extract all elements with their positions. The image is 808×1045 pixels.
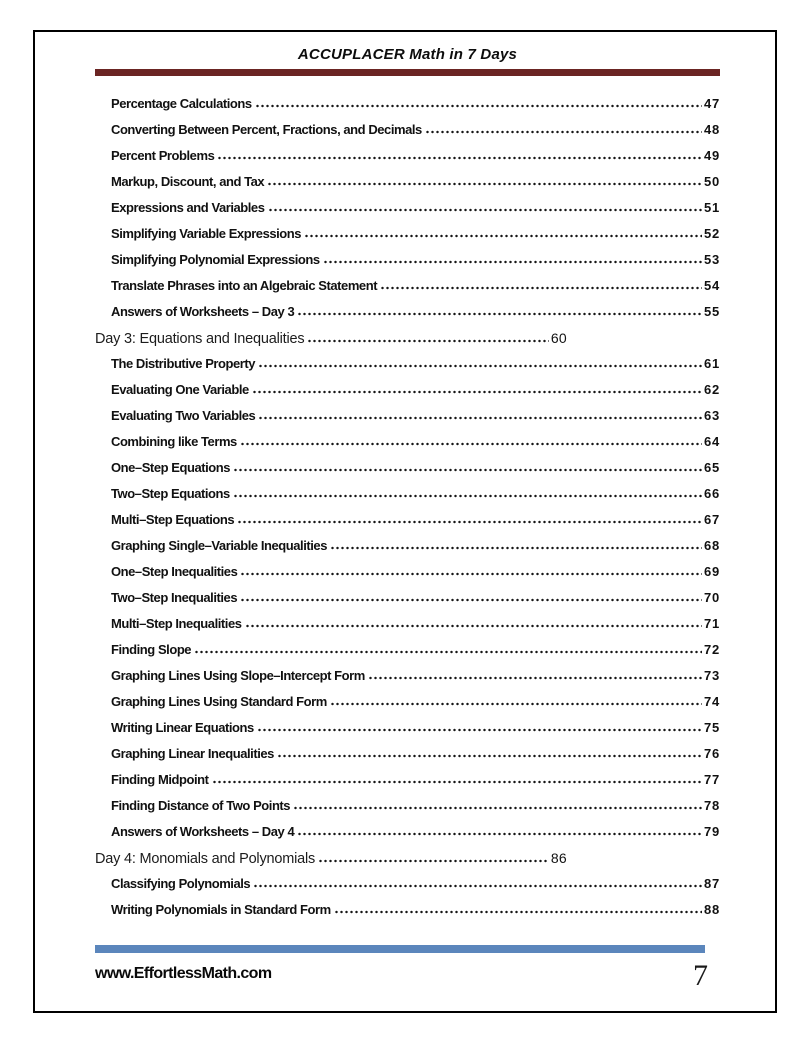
toc-entry-label: Writing Linear Equations xyxy=(111,720,254,735)
toc-leader-dots xyxy=(240,572,702,576)
book-page xyxy=(33,30,777,1013)
toc-entry-page: 60 xyxy=(550,330,567,346)
toc-entry xyxy=(95,91,720,117)
toc-entry-page: 88 xyxy=(703,902,720,917)
toc-entry-page: 87 xyxy=(703,876,720,891)
toc-leader-dots xyxy=(297,832,702,836)
toc-entry-page: 72 xyxy=(703,642,720,657)
toc-entry-label: Graphing Linear Inequalities xyxy=(111,746,274,761)
toc-entry-label: Combining like Terms xyxy=(111,434,237,449)
toc-entry-page: 77 xyxy=(703,772,720,787)
toc-leader-dots xyxy=(304,234,702,238)
toc-entry xyxy=(95,455,720,481)
toc-entry-page: 86 xyxy=(550,850,567,866)
toc-entry xyxy=(95,663,720,689)
toc-entry xyxy=(95,169,720,195)
toc-entry xyxy=(95,273,720,299)
toc-entry xyxy=(95,559,720,585)
toc-entry-label: Classifying Polynomials xyxy=(111,876,251,891)
toc-leader-dots xyxy=(233,494,702,498)
toc-leader-dots xyxy=(253,884,702,888)
toc-entry-page: 74 xyxy=(703,694,720,709)
toc-entry xyxy=(95,299,720,325)
page-number: 7 xyxy=(693,959,708,992)
toc-entry-page: 53 xyxy=(703,252,720,267)
toc-leader-dots xyxy=(293,806,702,810)
toc-leader-dots xyxy=(297,312,702,316)
toc-entry xyxy=(95,715,720,741)
toc-leader-dots xyxy=(237,520,702,524)
page-footer xyxy=(95,959,720,993)
toc-entry-label: Percent Problems xyxy=(111,148,215,163)
toc-entry-page: 67 xyxy=(703,512,720,527)
toc-entry-label: Answers of Worksheets – Day 3 xyxy=(111,304,295,319)
toc-entry-label: Graphing Lines Using Slope–Intercept Form xyxy=(111,668,365,683)
toc-entry-page: 68 xyxy=(703,538,720,553)
toc-entry xyxy=(95,247,720,273)
toc-leader-dots xyxy=(323,260,702,264)
toc-list xyxy=(95,91,720,923)
footer-rule xyxy=(95,945,705,953)
toc-leader-dots xyxy=(307,339,548,343)
toc-entry-label: Answers of Worksheets – Day 4 xyxy=(111,824,295,839)
toc-entry-page: 47 xyxy=(703,96,720,111)
toc-entry-label: Finding Slope xyxy=(111,642,192,657)
toc-entry-page: 78 xyxy=(703,798,720,813)
toc-leader-dots xyxy=(217,156,702,160)
toc-entry xyxy=(95,403,720,429)
toc-entry-page: 64 xyxy=(703,434,720,449)
toc-leader-dots xyxy=(240,598,702,602)
toc-entry-page: 61 xyxy=(703,356,720,371)
toc-leader-dots xyxy=(255,104,702,108)
toc-leader-dots xyxy=(194,650,702,654)
toc-entry-label: Evaluating One Variable xyxy=(111,382,249,397)
toc-entry-page: 75 xyxy=(703,720,720,735)
toc-entry xyxy=(95,611,720,637)
toc-entry-page: 54 xyxy=(703,278,720,293)
toc-leader-dots xyxy=(252,390,702,394)
toc-leader-dots xyxy=(368,676,702,680)
toc-entry xyxy=(95,221,720,247)
toc-leader-dots xyxy=(334,910,702,914)
toc-entry xyxy=(95,195,720,221)
toc-leader-dots xyxy=(380,286,702,290)
toc-entry-label: Two–Step Equations xyxy=(111,486,230,501)
toc-entry-label: Writing Polynomials in Standard Form xyxy=(111,902,331,917)
toc-entry-page: 52 xyxy=(703,226,720,241)
toc-leader-dots xyxy=(318,859,549,863)
toc-entry-page: 79 xyxy=(703,824,720,839)
toc-entry xyxy=(95,741,720,767)
toc-entry xyxy=(95,871,720,897)
toc-entry xyxy=(95,533,720,559)
toc-leader-dots xyxy=(240,442,702,446)
toc-entry-label: Simplifying Variable Expressions xyxy=(111,226,302,241)
toc-leader-dots xyxy=(268,208,702,212)
toc-entry-page: 66 xyxy=(703,486,720,501)
book-title: ACCUPLACER Math in 7 Days xyxy=(297,46,518,63)
toc-entry-label: Multi–Step Inequalities xyxy=(111,616,242,631)
toc-entry-label: Translate Phrases into an Algebraic Statement xyxy=(111,278,378,293)
toc-entry-label: Markup, Discount, and Tax xyxy=(111,174,265,189)
toc-entry-page: 71 xyxy=(703,616,720,631)
toc-entry-page: 73 xyxy=(703,668,720,683)
toc-leader-dots xyxy=(267,182,702,186)
toc-entry xyxy=(95,793,720,819)
toc-leader-dots xyxy=(245,624,702,628)
toc-leader-dots xyxy=(258,364,702,368)
toc-entry-label: Day 3: Equations and Inequalities xyxy=(95,331,305,347)
toc-leader-dots xyxy=(257,728,702,732)
toc-entry xyxy=(95,507,720,533)
toc-leader-dots xyxy=(277,754,702,758)
toc-entry-page: 63 xyxy=(703,408,720,423)
toc-entry-page: 51 xyxy=(703,200,720,215)
toc-entry-label: Graphing Lines Using Standard Form xyxy=(111,694,327,709)
toc-entry-label: Percentage Calculations xyxy=(111,96,252,111)
toc-entry xyxy=(95,585,720,611)
toc-entry-label: Simplifying Polynomial Expressions xyxy=(111,252,320,267)
toc-entry xyxy=(95,845,567,871)
toc-entry xyxy=(95,377,720,403)
toc-entry xyxy=(95,689,720,715)
toc-entry-page: 70 xyxy=(703,590,720,605)
toc-leader-dots xyxy=(330,546,702,550)
toc-entry-label: Finding Distance of Two Points xyxy=(111,798,291,813)
toc-entry xyxy=(95,351,720,377)
page-header xyxy=(95,32,720,76)
toc-entry-label: Finding Midpoint xyxy=(111,772,209,787)
toc-leader-dots xyxy=(212,780,702,784)
toc-entry xyxy=(95,897,720,923)
toc-entry-label: Day 4: Monomials and Polynomials xyxy=(95,851,316,867)
toc-entry-page: 48 xyxy=(703,122,720,137)
toc-entry-page: 55 xyxy=(703,304,720,319)
toc-entry-label: Expressions and Variables xyxy=(111,200,265,215)
toc-entry-page: 65 xyxy=(703,460,720,475)
toc-entry xyxy=(95,767,720,793)
toc-entry-label: Converting Between Percent, Fractions, and Decimals xyxy=(111,122,422,137)
toc-entry-label: Evaluating Two Variables xyxy=(111,408,256,423)
toc-entry-label: Multi–Step Equations xyxy=(111,512,235,527)
toc-entry xyxy=(95,117,720,143)
toc-entry-label: One–Step Inequalities xyxy=(111,564,238,579)
toc-entry xyxy=(95,325,567,351)
toc-leader-dots xyxy=(425,130,702,134)
toc-entry xyxy=(95,819,720,845)
toc-leader-dots xyxy=(233,468,702,472)
toc-entry xyxy=(95,637,720,663)
toc-entry xyxy=(95,143,720,169)
toc-entry-page: 50 xyxy=(703,174,720,189)
toc-entry-label: The Distributive Property xyxy=(111,356,256,371)
toc-entry-label: Graphing Single–Variable Inequalities xyxy=(111,538,327,553)
toc-leader-dots xyxy=(258,416,702,420)
toc-entry xyxy=(95,481,720,507)
toc-entry-page: 69 xyxy=(703,564,720,579)
toc-entry-page: 62 xyxy=(703,382,720,397)
toc-entry-label: Two–Step Inequalities xyxy=(111,590,238,605)
toc-leader-dots xyxy=(330,702,702,706)
toc-entry-label: One–Step Equations xyxy=(111,460,231,475)
header-rule xyxy=(95,69,720,76)
toc-entry-page: 49 xyxy=(703,148,720,163)
footer-website: www.EffortlessMath.com xyxy=(95,965,272,982)
toc-entry xyxy=(95,429,720,455)
toc-entry-page: 76 xyxy=(703,746,720,761)
